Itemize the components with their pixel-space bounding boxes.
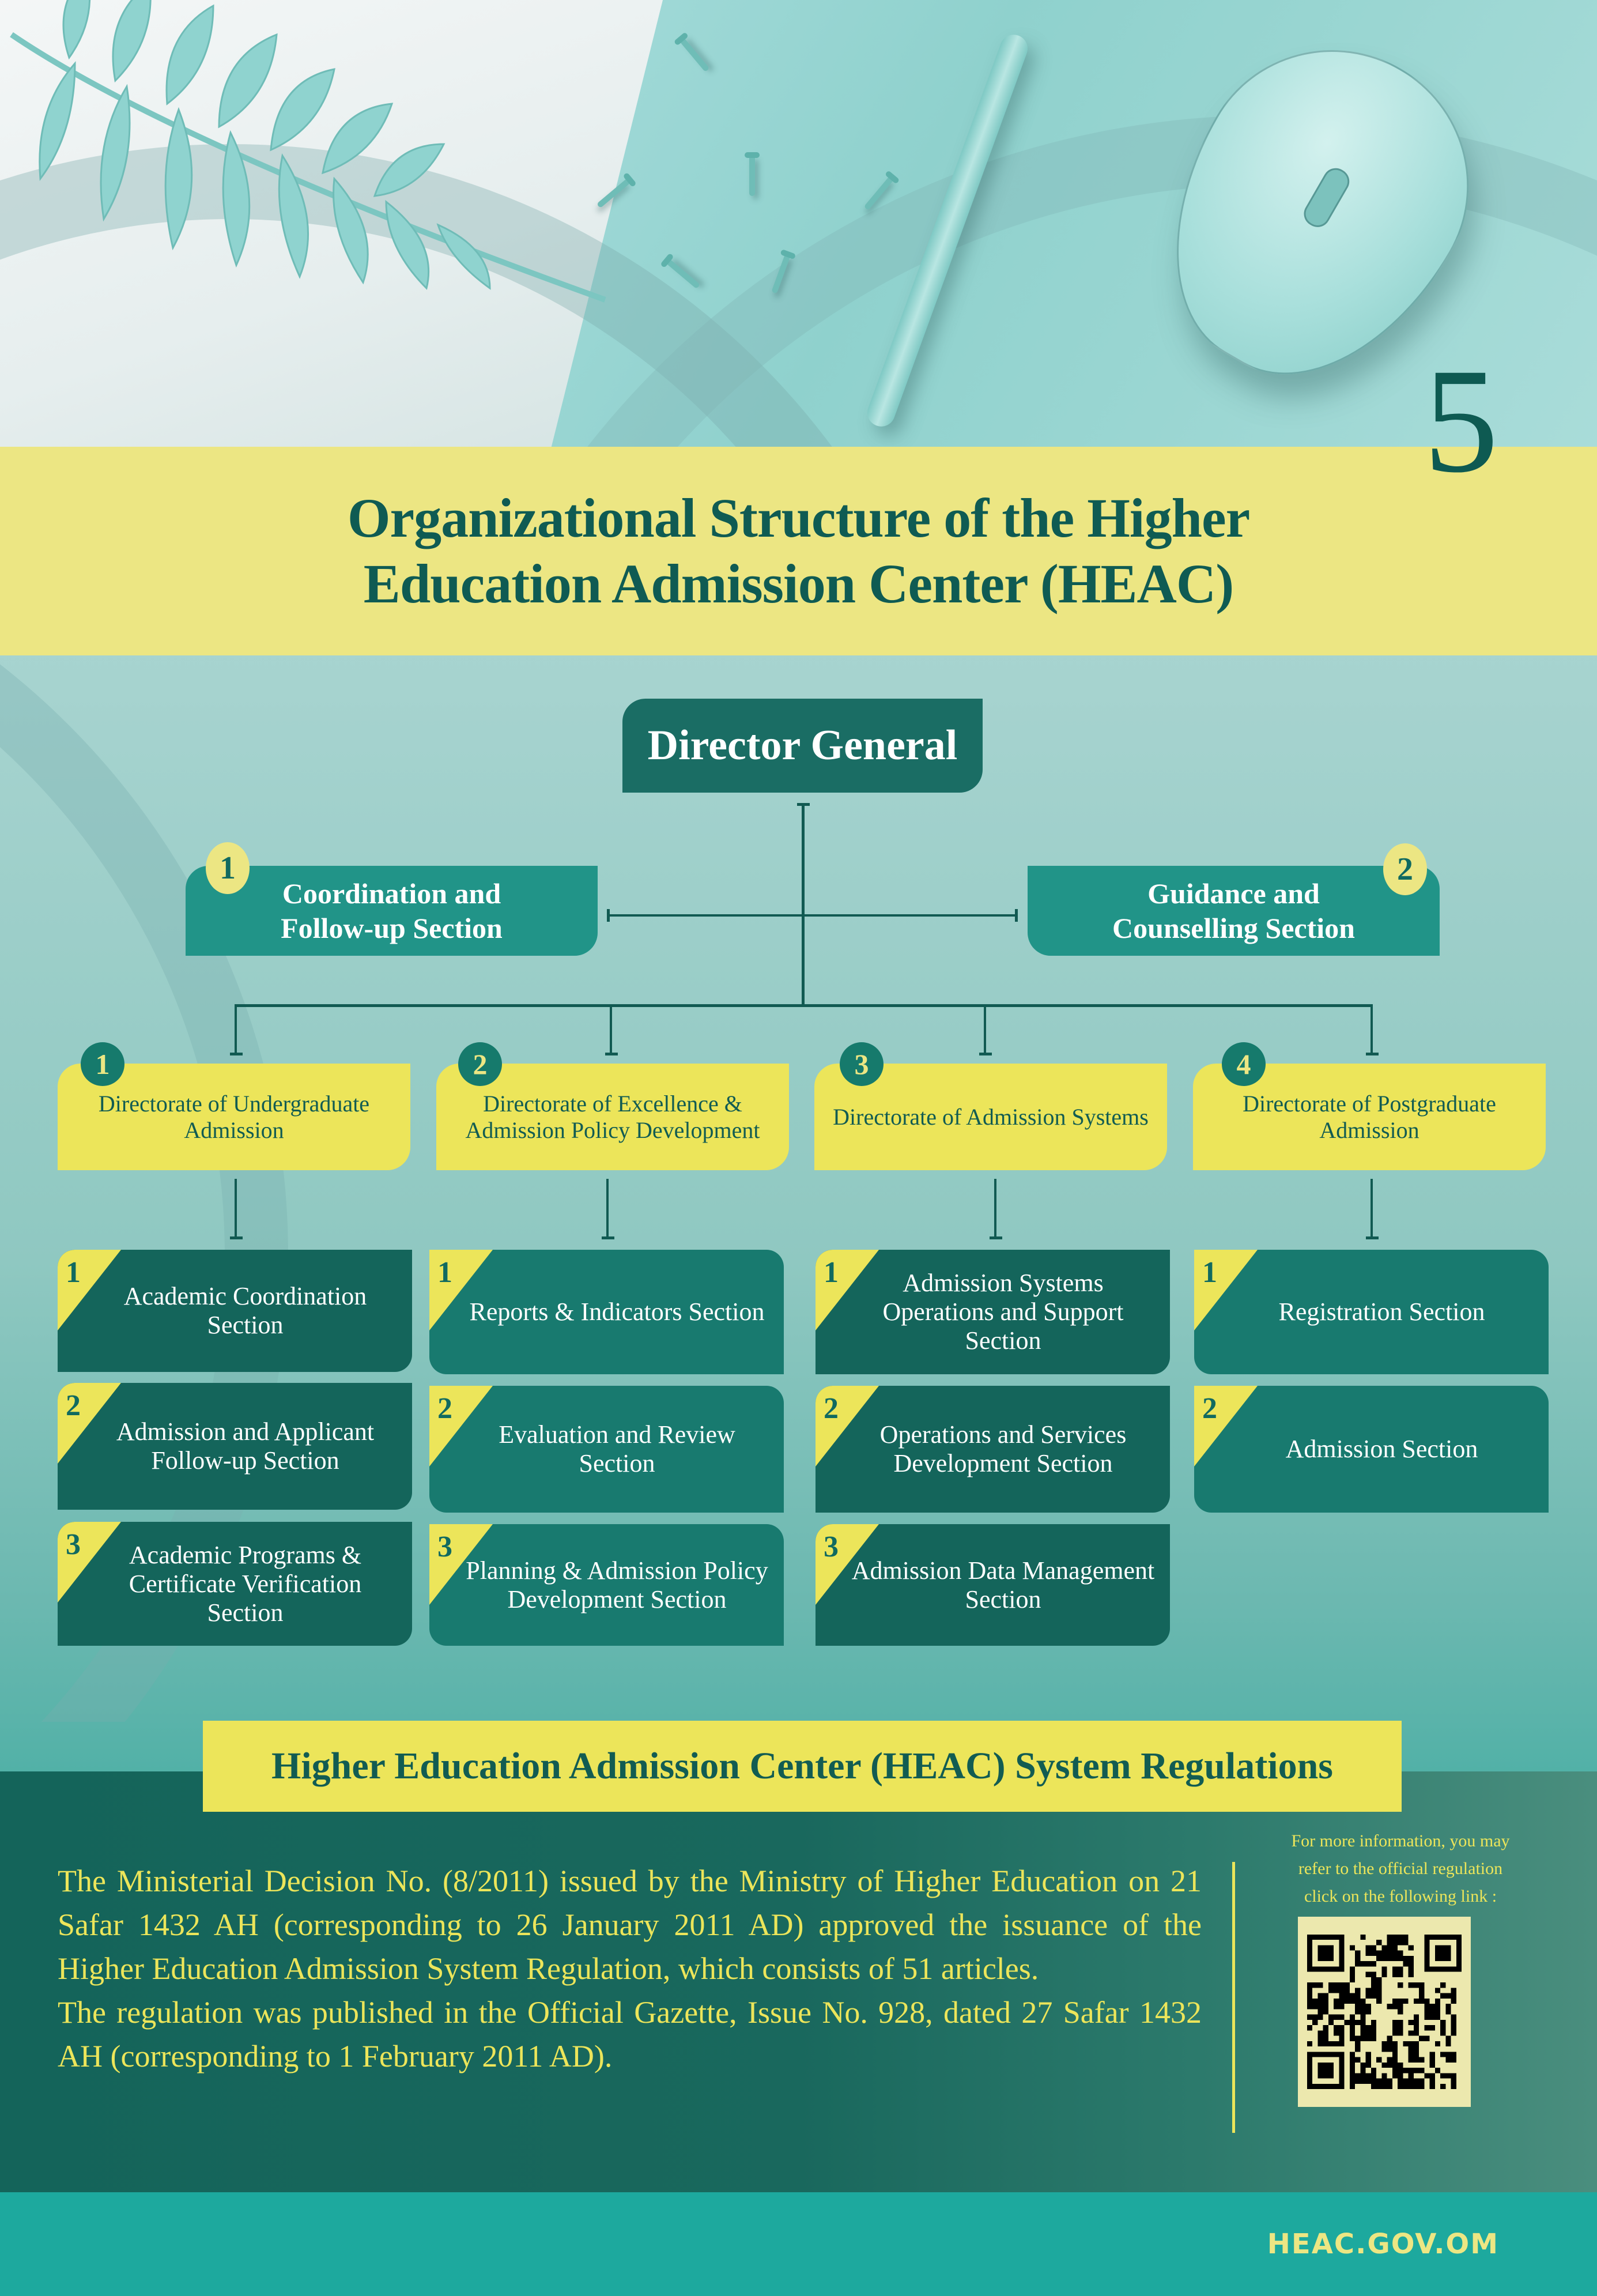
section-number: 1 [437,1256,452,1289]
caption-line: click on the following link : [1304,1887,1497,1906]
connector-cap [979,1053,992,1055]
connector-directorates [235,1004,1373,1007]
connector-cap [1366,1236,1379,1239]
section-number: 2 [437,1392,452,1425]
connector-cap [1015,909,1018,922]
section-label: Planning & Admission Policy Development Section [466,1556,768,1613]
connector-cap [990,1236,1002,1239]
section-node[interactable] [1194,1386,1549,1513]
number-badge: 3 [840,1042,884,1086]
page-title [348,485,1249,617]
section-number: 2 [824,1392,839,1425]
website-link[interactable]: HEAC.GOV.OM [1267,2228,1499,2260]
section-number: 1 [1202,1256,1217,1289]
section-node[interactable] [1194,1250,1549,1374]
connector-staff [608,914,1017,917]
title-line-1: Organizational Structure of the Higher [347,487,1250,549]
section-node[interactable] [429,1386,784,1513]
mouse-wheel [1299,164,1354,232]
page-number: 5 [1424,338,1498,504]
title-band [0,447,1597,655]
regulations-text [58,1859,1202,2078]
coordination-followup-label [281,876,503,945]
guidance-counselling-label [1112,876,1355,945]
footer [0,2192,1597,2296]
connector-drop [1371,1004,1373,1053]
fern-leaf-icon [0,0,634,404]
section-label: Admission and Applicant Follow-up Section [116,1417,375,1475]
section-number: 1 [824,1256,839,1289]
connector-drop [1371,1179,1373,1236]
connector-cap [230,1053,243,1055]
section-label: Admission Systems Operations and Support Section [882,1269,1124,1355]
caption-line: refer to the official regulation [1298,1859,1503,1878]
connector-cap [1366,1053,1379,1055]
section-label: Reports & Indicators Section [469,1298,765,1326]
qr-caption [1245,1827,1556,1910]
qr-code-link[interactable] [1298,1917,1471,2107]
regulations-heading-band [203,1721,1402,1812]
section-number: 3 [66,1528,81,1561]
section-node[interactable] [58,1383,412,1510]
section-node[interactable] [816,1524,1170,1646]
director-general-node[interactable] [622,699,983,793]
label-line: Counselling Section [1112,912,1355,944]
number-badge: 4 [1222,1042,1266,1086]
connector-drop [994,1179,996,1236]
directorate-label: Directorate of Postgraduate Admission [1243,1090,1496,1143]
section-node[interactable] [58,1522,412,1646]
connector-drop [235,1179,237,1236]
connector-cap [607,909,610,922]
section-node[interactable] [429,1524,784,1646]
section-label: Admission Section [1285,1435,1478,1463]
section-number: 3 [437,1530,452,1563]
hero-banner [0,0,1597,447]
regulations-paragraph: The Ministerial Decision No. (8/2011) issued by the Ministry of Higher Education on 21 Safar 1432 AH (corresponding to 26 January 2011 AD) approved the issuance of the Higher Education Admission System Regulation, which consists of 51 articles. [58,1864,1202,1986]
number-badge: 1 [81,1042,124,1086]
section-node[interactable] [816,1386,1170,1513]
connector-drop [606,1179,609,1236]
number-badge: 2 [1383,843,1427,895]
number-badge: 1 [206,842,250,894]
vertical-divider [1232,1862,1235,2133]
guidance-counselling-node[interactable] [1028,866,1440,956]
section-label: Academic Programs & Certificate Verification Section [129,1540,362,1627]
number-badge: 2 [458,1042,502,1086]
regulations-heading: Higher Education Admission Center (HEAC) System Regulations [271,1745,1333,1787]
section-label: Academic Coordination Section [123,1282,367,1339]
section-node[interactable] [58,1250,412,1372]
section-number: 2 [66,1389,81,1422]
connector-drop [984,1004,986,1053]
label-line: Guidance and [1147,877,1320,910]
section-label: Registration Section [1278,1298,1485,1326]
directorate-label: Directorate of Admission Systems [833,1103,1149,1130]
connector-cap [605,1053,618,1055]
regulations-paragraph: The regulation was published in the Official Gazette, Issue No. 928, dated 27 Safar 1432 AH (corresponding to 1 February 2011 AD). [58,1995,1202,2073]
title-line-2: Education Admission Center (HEAC) [363,553,1234,614]
directorate-label: Directorate of Undergraduate Admission [98,1090,370,1143]
connector-drop [235,1004,237,1053]
directorate-label: Directorate of Excellence & Admission Policy Development [465,1090,760,1143]
section-label: Admission Data Management Section [851,1556,1155,1613]
section-label: Operations and Services Development Section [879,1420,1127,1477]
section-node[interactable] [429,1250,784,1374]
connector-cap [230,1236,243,1239]
connector-cap [602,1236,614,1239]
connector-drop [610,1004,612,1053]
section-number: 1 [66,1256,81,1289]
section-node[interactable] [816,1250,1170,1374]
label-line: Follow-up Section [281,912,503,944]
director-general-label: Director General [647,722,958,769]
caption-line: For more information, you may [1291,1831,1510,1850]
section-number: 2 [1202,1392,1217,1425]
section-number: 3 [824,1530,839,1563]
pushpin-icon [749,156,755,196]
label-line: Coordination and [282,877,501,910]
section-label: Evaluation and Review Section [499,1420,735,1477]
connector-trunk [802,804,805,1006]
pushpin-icon [666,259,700,289]
qr-code-icon [1307,1926,1462,2098]
pushpin-icon [679,37,710,72]
